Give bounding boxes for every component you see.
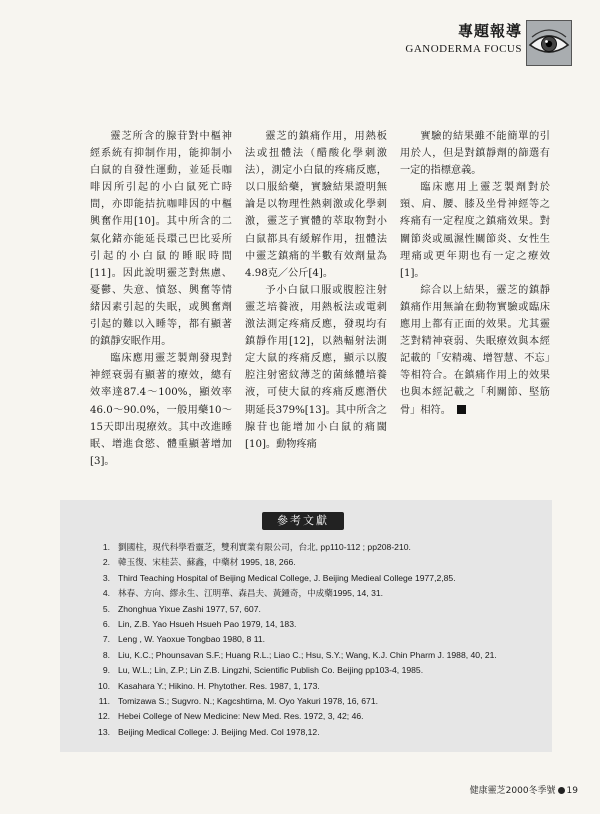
page-footer (470, 783, 578, 796)
reference-number: 7. (102, 634, 110, 645)
reference-item (96, 694, 536, 709)
paragraph-final (400, 282, 550, 419)
reference-number: 11. (98, 695, 110, 706)
reference-text: Hebei College of New Medicine: New Med. Res. 1972, 3, 42; 46. (118, 711, 364, 722)
article-body (90, 128, 550, 472)
reference-item (96, 648, 536, 663)
paragraph: 靈芝所含的腺苷對中樞神經系統有抑制作用，能抑制小白鼠的自發性運動，並延長咖啡因所引起的小白鼠死亡時間，亦即能拮抗咖啡因的中樞興奮作用[10]。其中所含的二氣化鍺亦能延長環己巴比妥所引起的小白鼠的睡眠時間[11]。因此說明靈芝對焦慮、憂鬱、失意、憤怒、興奮等情緒因素引起的失眠，或興奮劑引起的難以入睡等，都有顯著的鎮靜安眠作用。 (90, 131, 232, 348)
reference-number: 8. (102, 649, 110, 660)
page-number: 19 (566, 786, 578, 796)
reference-item (96, 663, 536, 678)
reference-text: 韓玉復、宋桂芸、蘇鑫，中藥材 1995, 18, 266. (118, 557, 296, 568)
section-header (405, 20, 522, 55)
eye-icon (526, 20, 572, 66)
reference-text: Liu, K.C.; Phounsavan S.F.; Huang R.L.; Liao C.; Hsu, S.Y.; Wang, K.J. Chin Pharm J. 1988, 40, 21. (118, 649, 497, 660)
reference-item (96, 617, 536, 632)
reference-item (96, 709, 536, 724)
bullet-icon (558, 787, 565, 794)
reference-text: Beijing Medical College: J. Beijing Med. Col 1978,12. (118, 726, 320, 737)
paragraph-text: 綜合以上結果，靈芝的鎮靜鎮痛作用無論在動物實驗或臨床應用上都有正面的效果。尤其靈芝對精神衰弱、失眠療效與本經記載的「安精魂、增智慧、不忘」等相符合。在鎮痛作用上的效果也與本經記載之「利關節、堅筋骨」相符。 (400, 284, 550, 416)
references-title: 參考文獻 (262, 512, 344, 530)
reference-item (96, 632, 536, 647)
text-column-3 (400, 128, 550, 419)
reference-number: 9. (102, 665, 110, 676)
reference-item (96, 571, 536, 586)
section-title-zh: 專題報導 (457, 22, 522, 40)
section-title-en: GANODERMA FOCUS (405, 43, 522, 55)
reference-text: Tomizawa S.; Sugvro. N.; Kagcshtirna, M. Oyo Yakuri 1978, 16, 671. (118, 695, 379, 706)
reference-item (96, 555, 536, 570)
reference-number: 5. (102, 603, 110, 614)
references-list (96, 540, 536, 740)
paragraph: 靈芝的鎮痛作用，用熱板法或扭體法（醋酸化學刺激法），測定小白鼠的疼痛反應，以口服給藥，實驗結果證明無論是以物理性熱刺激或化學刺激，靈芝子實體的萃取物對小白鼠都具有緩解作用，扭體法中靈芝鎮痛的半數有效劑量為4.98克／公斤[4]。 (245, 131, 387, 279)
reference-text: Third Teaching Hospital of Beijing Medical College, J. Beijing Medieal College 1977,2,85. (118, 572, 456, 583)
reference-text: 林春、方向、繆永生、江明華、森昌夫、黃鍾奇，中成藥1995, 14, 31. (118, 588, 384, 599)
paragraph: 實驗的結果雖不能簡單的引用於人，但是對鎮靜劑的篩選有一定的指標意義。 (400, 131, 550, 177)
reference-number: 13. (98, 726, 110, 737)
paragraph: 臨床應用靈芝製劑發現對神經衰弱有顯著的療效，總有效率達87.4～100%，顯效率46.0～90.0%，一般用藥10～15天即出現療效。其中改進睡眠、增進食慾、體重顯著增加[3]。 (90, 353, 232, 467)
reference-number: 6. (102, 618, 110, 629)
reference-text: Lu, W.L.; Lin, Z.P.; Lin Z.B. Lingzhi, Scientific Publish Co. Beijing pp103-4, 1985. (118, 665, 424, 676)
reference-item (96, 540, 536, 555)
reference-number: 12. (98, 711, 110, 722)
reference-item (96, 586, 536, 601)
end-mark-icon (457, 405, 466, 414)
reference-text: 劉國柱，現代科學看靈芝，雙利實業有限公司，台北, pp110-112 ; pp208-210. (118, 542, 411, 552)
reference-item (96, 725, 536, 740)
reference-number: 2. (102, 557, 110, 568)
reference-number: 1. (102, 542, 110, 552)
reference-item (96, 602, 536, 617)
reference-item (96, 679, 536, 694)
text-column-2 (245, 128, 387, 453)
reference-number: 10. (98, 680, 110, 691)
reference-number: 4. (102, 588, 110, 599)
journal-name: 健康靈芝2000冬季號 (469, 786, 556, 796)
reference-number: 3. (102, 572, 110, 583)
paragraph: 予小白鼠口服或腹腔注射靈芝培養液，用熱板法或電刺激法測定疼痛反應，發現均有鎮靜作用[12]，以熱輻射法測定大鼠的疼痛反應，顯示以腹腔注射密紋薄芝的菌絲體培養液，可使大鼠的疼痛反應潛伏期延長379%[13]。其中所含之腺苷也能增加小白鼠的痛閾[10]。動物疼痛 (245, 284, 387, 450)
reference-text: Leng , W. Yaoxue Tongbao 1980, 8 11. (118, 634, 266, 645)
paragraph: 臨床應用上靈芝製劑對於頸、肩、腰、膝及坐骨神經等之疼痛有一定程度之鎮痛效果。對關節炎或風濕性關節炎、女性生理痛或更年期也有一定之療效[1]。 (400, 182, 550, 279)
reference-text: Zhonghua Yixue Zashi 1977, 57, 607. (118, 603, 261, 614)
reference-text: Kasahara Y.; Hikino. H. Phytother. Res. 1987, 1, 173. (118, 680, 320, 691)
reference-text: Lin, Z.B. Yao Hsueh Hsueh Pao 1979, 14, 183. (118, 618, 297, 629)
text-column-1 (90, 128, 232, 470)
